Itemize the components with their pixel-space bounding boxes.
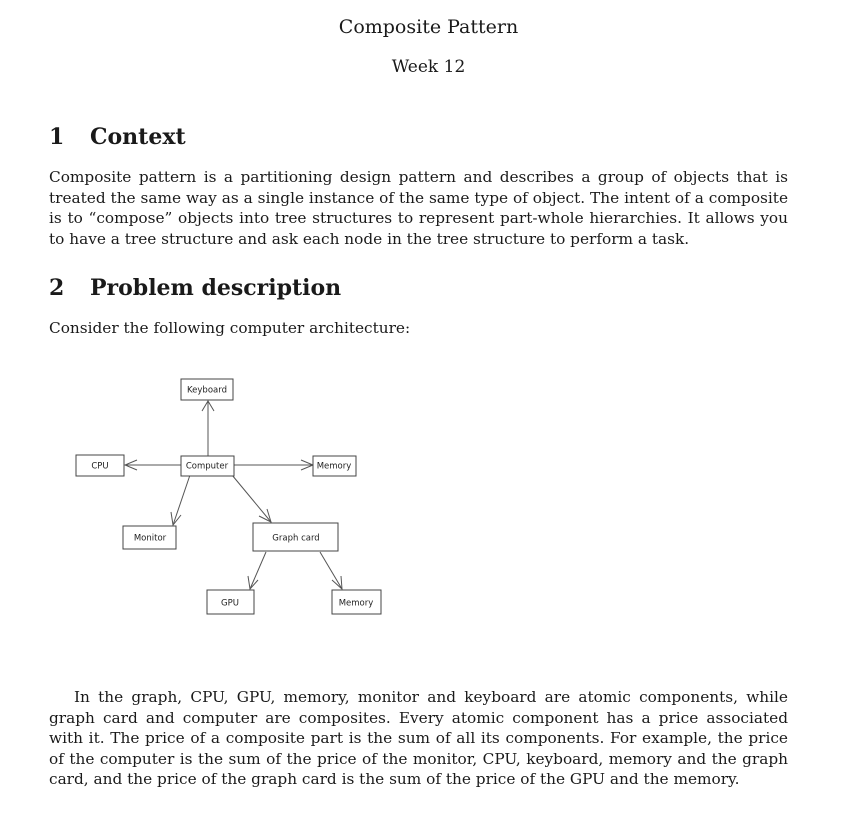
node-label: GPU	[221, 598, 239, 609]
node-label: Memory	[316, 461, 352, 472]
node-monitor	[123, 526, 176, 549]
architecture-diagram	[0, 370, 857, 630]
node-cpu	[76, 455, 124, 476]
edge-graphcard-memory	[320, 552, 342, 589]
node-label: Graph card	[272, 533, 320, 544]
edge-graphcard-gpu	[250, 552, 266, 589]
section-heading-context	[49, 124, 186, 150]
diagram-edges	[125, 401, 342, 589]
arrowhead	[171, 512, 181, 525]
document-subtitle: Week 12	[391, 57, 466, 77]
arrowhead	[332, 576, 342, 589]
section-number: 1	[49, 124, 65, 150]
node-memory	[313, 456, 356, 476]
node-memory	[332, 590, 381, 614]
document-title: Composite Pattern	[338, 16, 519, 38]
context-paragraph: Composite pattern is a partitioning design pattern and describes a group of objects that is treated the same way as a single instance of the same type of object. The intent of a composite is to “compose” objects into tree structures to represent part-whole hierarchies. It allows you to have a tree structure and ask each node in the tree structure to perform a task.	[49, 168, 788, 248]
node-computer	[181, 456, 234, 476]
closing-paragraph: In the graph, CPU, GPU, memory, monitor and keyboard are atomic components, while graph card and computer are composites. Every atomic component has a price associated with it. The price of a composite part is the sum of all its components. For example, the price of the computer is the sum of the price of the monitor, CPU, keyboard, memory and the graph card, and the price of the graph card is the sum of the price of the GPU and the memory.	[49, 688, 788, 788]
node-label: Keyboard	[187, 385, 227, 396]
node-label: CPU	[91, 461, 109, 472]
section-heading-problem	[49, 275, 341, 301]
section-number: 2	[49, 275, 65, 301]
section-title: Context	[90, 124, 186, 150]
node-gpu	[207, 590, 254, 614]
node-label: Monitor	[133, 533, 167, 544]
node-keyboard	[181, 379, 233, 400]
node-graph-card	[253, 523, 338, 551]
section-title: Problem description	[90, 275, 342, 301]
node-label: Computer	[185, 461, 229, 472]
node-label: Memory	[338, 598, 374, 609]
edge-computer-monitor	[173, 475, 190, 525]
edge-computer-graphcard	[232, 475, 271, 522]
problem-intro-paragraph: Consider the following computer architecture:	[49, 319, 411, 337]
